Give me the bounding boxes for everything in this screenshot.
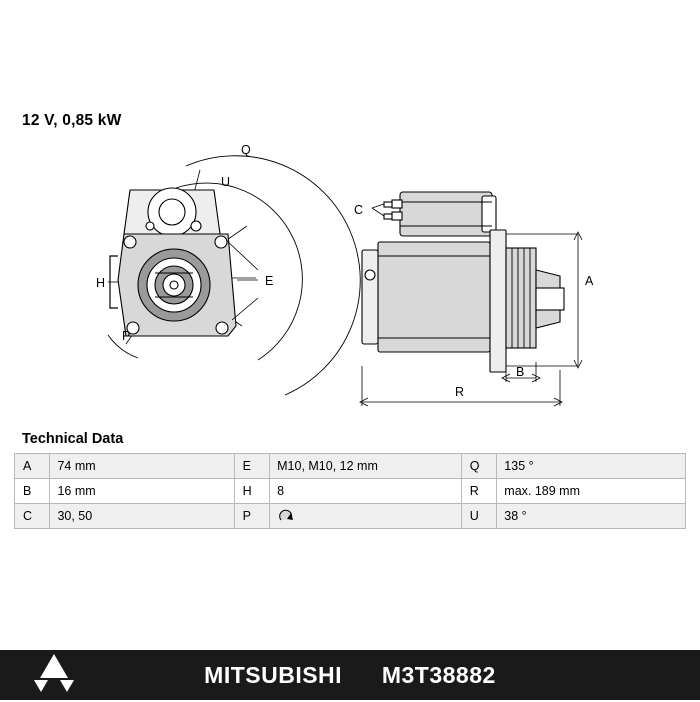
right-view-side (360, 192, 582, 406)
row-key-q: Q (461, 454, 497, 479)
label-C: C (354, 203, 364, 217)
label-A: A (585, 274, 594, 288)
footer-brand-and-part (0, 650, 700, 700)
row-value-h: 8 (270, 479, 462, 504)
technical-data-title: Technical Data (22, 431, 124, 447)
row-key-a: A (15, 454, 50, 479)
label-E: E (265, 274, 274, 288)
footer-part-number: M3T38882 (381, 662, 496, 688)
table-row (15, 479, 686, 504)
label-Q: Q (241, 143, 251, 157)
rotation-direction-icon (277, 508, 455, 524)
row-value-b: 16 mm (50, 479, 234, 504)
label-P: P (122, 329, 131, 343)
voltage-power-label: 12 V, 0,85 kW (22, 112, 122, 129)
label-H: H (96, 276, 106, 290)
row-key-e: E (234, 454, 269, 479)
label-B: B (516, 365, 525, 379)
table-row (15, 454, 686, 479)
row-key-p: P (234, 504, 269, 529)
row-value-c: 30, 50 (50, 504, 234, 529)
row-key-h: H (234, 479, 269, 504)
row-value-r: max. 189 mm (497, 479, 686, 504)
row-key-u: U (461, 504, 497, 529)
row-key-r: R (461, 479, 497, 504)
footer-brand: MITSUBISHI (204, 662, 343, 688)
footer-bar (0, 650, 700, 700)
table-row (15, 504, 686, 529)
mitsubishi-logo-icon (18, 648, 90, 702)
row-key-c: C (15, 504, 50, 529)
row-key-b: B (15, 479, 50, 504)
row-value-u: 38 ° (497, 504, 686, 529)
label-R: R (455, 385, 465, 399)
technical-data-table (14, 453, 686, 529)
row-value-p (270, 504, 462, 529)
row-value-a: 74 mm (50, 454, 234, 479)
label-U: U (221, 175, 231, 189)
left-view-front (108, 156, 360, 395)
row-value-q: 135 ° (497, 454, 686, 479)
row-value-e: M10, M10, 12 mm (270, 454, 462, 479)
starter-motor-technical-drawing (0, 130, 700, 420)
